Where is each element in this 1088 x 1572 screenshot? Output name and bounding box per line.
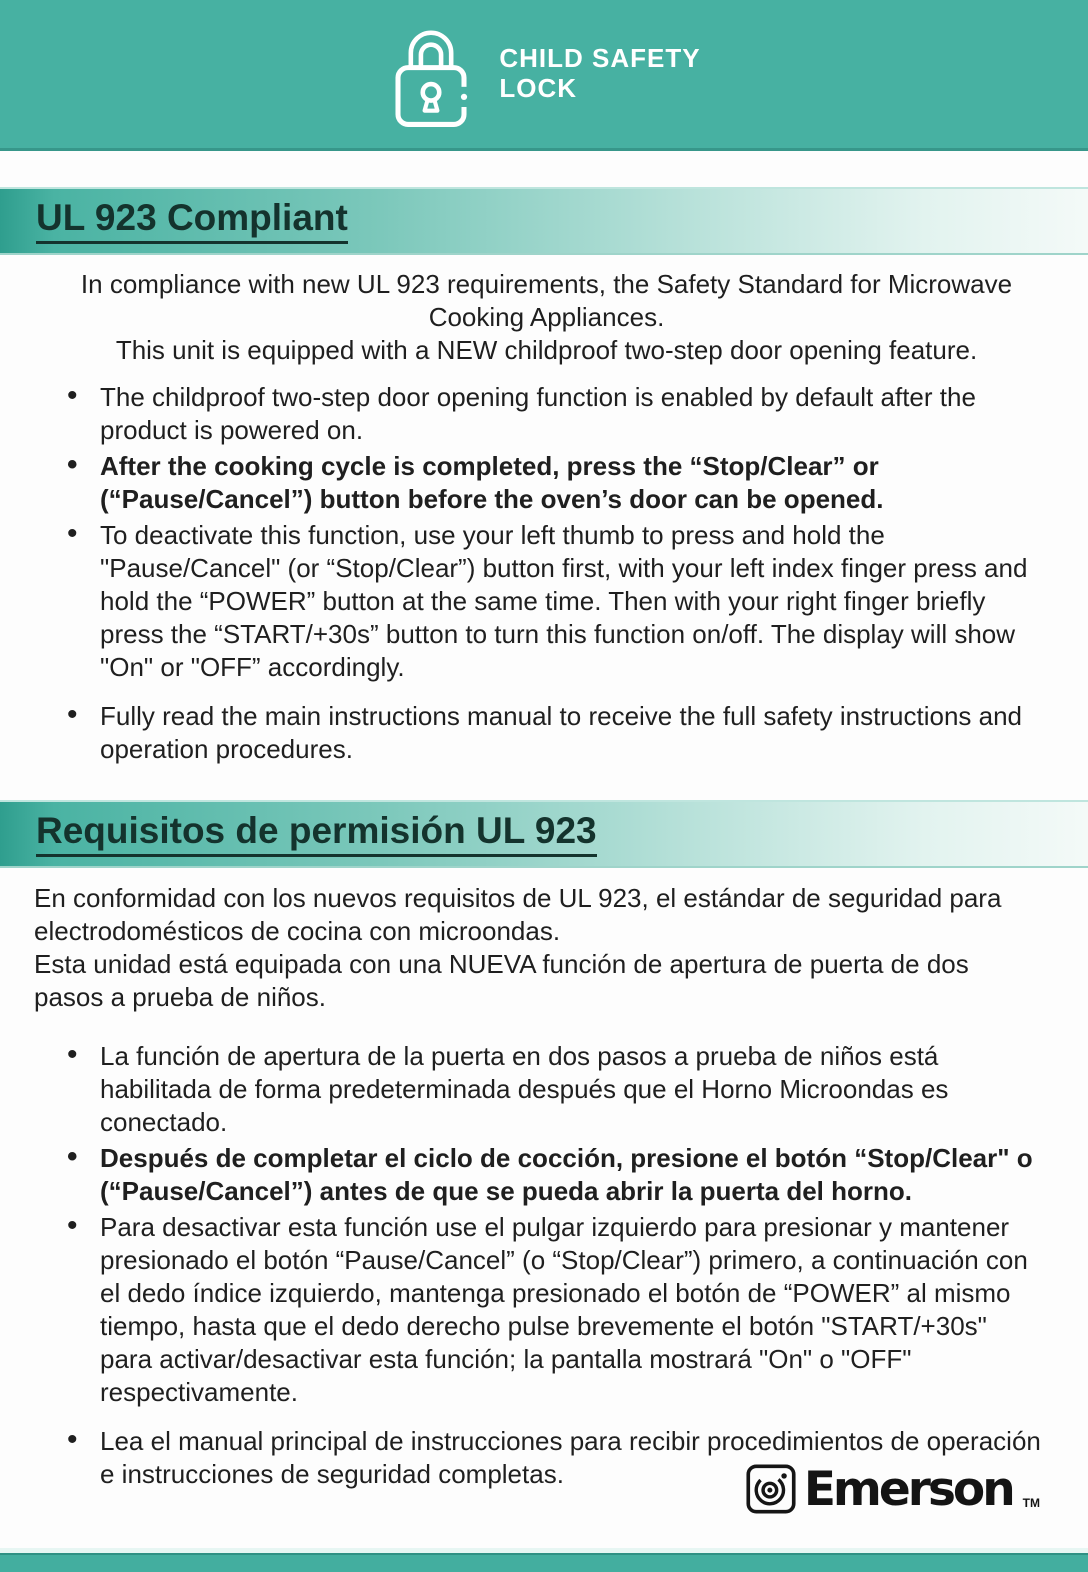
- bullet-item: • To deactivate this function, use your left thumb to press and hold the "Pause/Cancel" (or “Stop/Clear”) button first, with your left index finger press and hold the “POWER” button at the same time. Then with your right finger briefly press the “START/+30s” button to turn this function on/off. The display will show "On" or "OFF” accordingly.: [55, 519, 1038, 684]
- english-section: [0, 268, 1088, 766]
- spanish-intro: [34, 882, 1042, 1014]
- section-heading-spanish: Requisitos de permisión UL 923: [36, 811, 597, 857]
- section-heading-english: UL 923 Compliant: [36, 198, 348, 244]
- spanish-bullet-list: [34, 1040, 1042, 1491]
- bullet-item: • La función de apertura de la puerta en dos pasos a prueba de niños está habilitada de forma predeterminada después que el Horno Microondas es conectado.: [34, 1040, 1042, 1139]
- bottom-bar: [0, 1548, 1088, 1572]
- header-title-line1: CHILD SAFETY: [499, 43, 701, 74]
- bullet-item: • The childproof two-step door opening function is enabled by default after the product is powered on.: [55, 381, 1038, 447]
- english-intro-line: This unit is equipped with a NEW childproof two-step door opening feature.: [115, 335, 978, 365]
- bullet-item: • After the cooking cycle is completed, press the “Stop/Clear” or (“Pause/Cancel”) button before the oven’s door can be opened.: [55, 450, 1038, 516]
- bullet-item: • Fully read the main instructions manual to receive the full safety instructions and operation procedures.: [55, 700, 1038, 766]
- english-bullet-list: [55, 381, 1038, 766]
- bullet-item: • Para desactivar esta función use el pulgar izquierdo para presionar y mantener presionado el botón “Pause/Cancel” (o “Stop/Clear”) primero, a continuación con el dedo índice izquierdo, mantenga presionado el botón de “POWER” al mismo tiempo, hasta que el dedo derecho pulse brevemente el botón "START/+30s" para activar/desactivar esta función; la pantalla mostrará "On" o "OFF" respectivamente.: [34, 1211, 1042, 1409]
- emerson-logo: [746, 1461, 1040, 1517]
- header-banner: [0, 0, 1088, 151]
- english-intro-line: Cooking Appliances.: [428, 302, 665, 332]
- emerson-logo-mark-icon: [746, 1464, 796, 1514]
- header-title: [499, 44, 700, 104]
- section-band-spanish: [0, 800, 1088, 868]
- trademark-symbol: TM: [1022, 1496, 1040, 1510]
- bullet-item: • Lea el manual principal de instrucciones para recibir procedimientos de operación e instrucciones de seguridad completas.: [34, 1425, 1042, 1491]
- child-safety-lock-icon: [387, 12, 475, 136]
- english-intro-line: In compliance with new UL 923 requirements, the Safety Standard for Microwave: [80, 269, 1013, 299]
- bullet-item: • Después de completar el ciclo de cocción, presione el botón “Stop/Clear" o (“Pause/Cancel”) antes de que se pueda abrir la puerta del horno.: [34, 1142, 1042, 1208]
- spanish-section: [0, 882, 1088, 1491]
- header-title-line2: LOCK: [499, 73, 578, 103]
- emerson-wordmark: Emerson: [803, 1461, 1013, 1517]
- spanish-intro-paragraph: En conformidad con los nuevos requisitos de UL 923, el estándar de seguridad para electrodomésticos de cocina con microondas.: [34, 883, 1002, 946]
- spanish-intro-paragraph: Esta unidad está equipada con una NUEVA función de apertura de puerta de dos pasos a prueba de niños.: [34, 949, 969, 1012]
- english-intro: [55, 268, 1038, 367]
- section-band-english: [0, 187, 1088, 255]
